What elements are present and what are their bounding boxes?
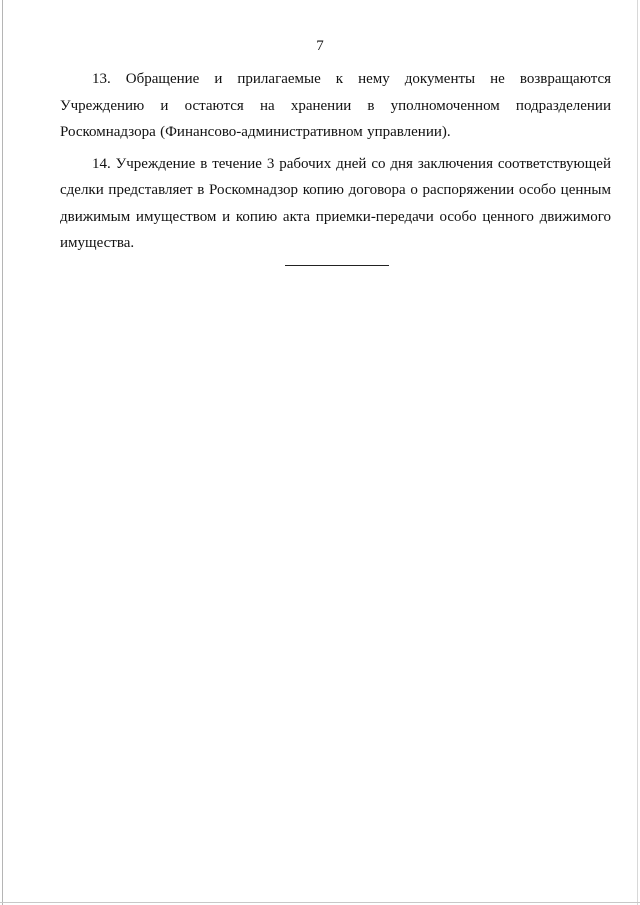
paragraph-14: 14. Учреждение в течение 3 рабочих дней со дня заключения соответствующей сделки представляет в Роскомнадзор копию договора о распоряжении особо ценным движимым имуществом и копию акта приемки-передачи особо ценного движимого имущества. [60, 155, 611, 251]
scan-bottom-edge [0, 902, 640, 903]
page-number: 7 [316, 38, 324, 54]
paragraph-13: 13. Обращение и прилагаемые к нему документы не возвращаются Учреждению и остаются на хранении в уполномоченном подразделении Роскомнадзора (Финансово-административном управлении). [60, 71, 611, 140]
document-body [60, 66, 611, 257]
scan-right-edge [637, 0, 638, 905]
scan-left-edge [2, 0, 3, 905]
end-divider-line [285, 265, 389, 266]
